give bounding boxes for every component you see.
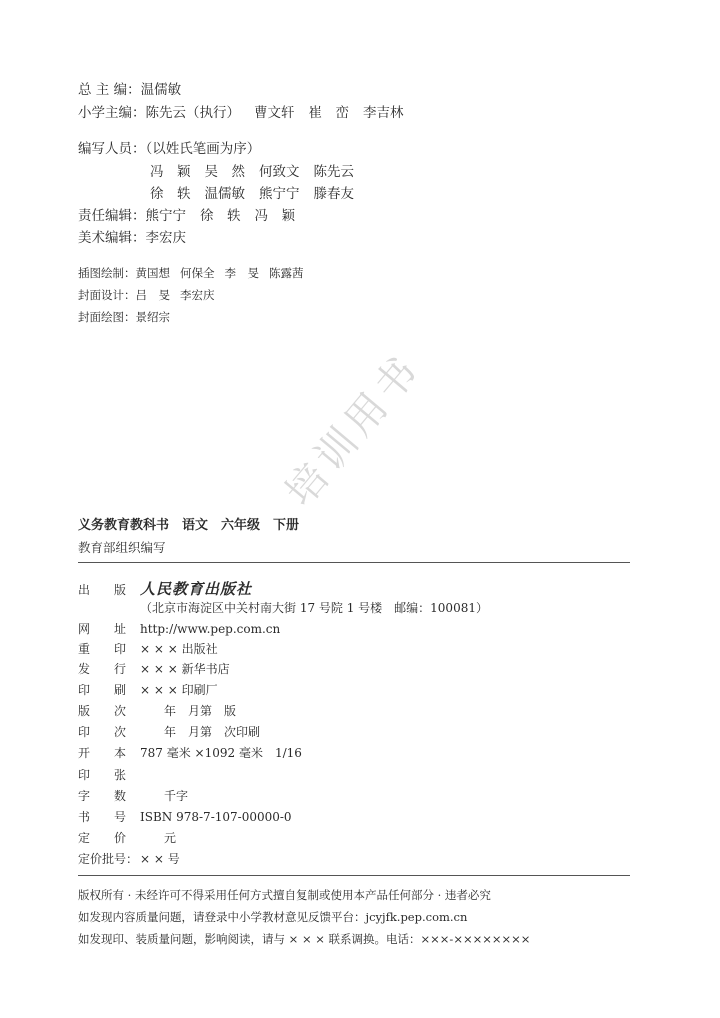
detail-row-publisher [78, 578, 252, 599]
detail-row-word-count [78, 787, 188, 804]
detail-key: 出 版 [78, 583, 127, 597]
detail-row-price [78, 829, 176, 846]
detail-row-sheets [78, 766, 140, 783]
detail-key: 发 行 [78, 662, 127, 676]
detail-value: × × 号 [140, 852, 180, 866]
cover-drawing-line [78, 309, 170, 325]
illustrators-label: 插图绘制： [78, 266, 136, 280]
detail-row-isbn [78, 808, 292, 825]
responsible-editor-name: 徐 轶 [200, 208, 241, 224]
detail-key: 定 价 [78, 831, 127, 845]
cover-design-label: 封面设计： [78, 288, 136, 302]
writers-line-1 [150, 160, 354, 180]
cover-design-line [78, 287, 215, 303]
writers-line-2 [150, 182, 354, 202]
illustrator-name: 黄国想 [135, 266, 170, 280]
detail-value: （北京市海淀区中关村南大街 17 号院 1 号楼 邮编：100081） [140, 601, 488, 615]
writers-label-line [78, 137, 260, 157]
detail-row-address [78, 599, 488, 616]
detail-key: 书 号 [78, 810, 127, 824]
copyright-notice: 版权所有 · 未经许可不得采用任何方式擅自复制或使用本产品任何部分 · 违者必究 [78, 888, 491, 902]
detail-row-format [78, 744, 302, 761]
writer-name: 徐 轶 [150, 186, 191, 202]
print-quality-notice: 如发现印、装质量问题，影响阅读，请与 × × × 联系调换。电话：×××-×××××××× [78, 932, 531, 946]
illustrator-name: 李 旻 [224, 266, 259, 280]
writer-name: 何致文 [259, 164, 300, 180]
detail-value: × × × 出版社 [140, 642, 218, 656]
detail-value: 787 毫米 ×1092 毫米 1/16 [140, 746, 302, 760]
content-feedback-notice: 如发现内容质量问题，请登录中小学教材意见反馈平台：jcyjfk.pep.com.cn [78, 910, 468, 924]
art-editor-label: 美术编辑： [78, 230, 146, 246]
detail-row-impression [78, 723, 260, 740]
primary-chief-editor-label: 小学主编： [78, 105, 146, 121]
detail-row-price-approval [78, 850, 180, 867]
illustrators-line [78, 265, 304, 281]
detail-row-printer [78, 681, 218, 698]
detail-row-website [78, 620, 280, 637]
divider-top [78, 562, 630, 563]
primary-chief-editor-name: 李吉林 [363, 105, 404, 121]
illustrator-name: 陈露茜 [269, 266, 304, 280]
website-link[interactable]: http://www.pep.com.cn [140, 622, 281, 636]
detail-row-distribution [78, 660, 230, 677]
detail-row-edition [78, 702, 236, 719]
training-watermark: 培训用书 [276, 344, 431, 516]
responsible-editors-line [78, 204, 295, 224]
cover-drawing-name: 景绍宗 [135, 310, 170, 324]
detail-value: ISBN 978-7-107-00000-0 [140, 810, 292, 824]
chief-editor-label: 总 主 编： [78, 82, 141, 98]
divider-bottom [78, 875, 630, 876]
art-editor-line [78, 226, 186, 246]
book-compiler: 教育部组织编写 [78, 540, 166, 555]
publisher-logo: 人民教育出版社 [140, 580, 253, 598]
detail-key: 网 址 [78, 622, 127, 636]
illustrator-name: 何保全 [180, 266, 215, 280]
detail-key: 字 数 [78, 789, 127, 803]
detail-value: 年 月第 版 [140, 704, 237, 718]
writer-name: 温儒敏 [204, 186, 245, 202]
detail-value: 千字 [140, 789, 189, 803]
detail-key: 印 张 [78, 768, 127, 782]
primary-chief-editor-name: 曹文轩 [254, 105, 295, 121]
writer-name: 滕春友 [313, 186, 354, 202]
cover-designer-name: 李宏庆 [180, 288, 215, 302]
primary-chief-editor-line [78, 101, 404, 121]
detail-row-reprint [78, 640, 218, 657]
writer-name: 冯 颖 [150, 164, 191, 180]
primary-chief-editor-name: 崔 峦 [308, 105, 349, 121]
book-title: 义务教育教科书 语文 六年级 下册 [78, 518, 300, 533]
detail-value: 元 [140, 831, 177, 845]
detail-value: × × × 新华书店 [140, 662, 230, 676]
detail-key: 定价批号： [78, 852, 139, 866]
detail-key: 版 次 [78, 704, 127, 718]
responsible-editors-label: 责任编辑： [78, 208, 146, 224]
detail-value: 年 月第 次印刷 [140, 725, 261, 739]
responsible-editor-name: 冯 颖 [254, 208, 295, 224]
detail-key: 开 本 [78, 746, 127, 760]
cover-designer-name: 吕 旻 [135, 288, 170, 302]
art-editor-name: 李宏庆 [145, 230, 186, 246]
cover-drawing-label: 封面绘图： [78, 310, 136, 324]
chief-editor-line [78, 78, 181, 98]
detail-key: 印 次 [78, 725, 127, 739]
writers-note: （以姓氏笔画为序） [145, 141, 261, 157]
primary-chief-editor-name: 陈先云（执行） [145, 105, 240, 121]
writer-name: 吴 然 [204, 164, 245, 180]
detail-key: 印 刷 [78, 683, 127, 697]
writer-name: 陈先云 [313, 164, 354, 180]
writer-name: 熊宁宁 [259, 186, 300, 202]
responsible-editor-name: 熊宁宁 [145, 208, 186, 224]
writers-label: 编写人员： [78, 141, 146, 157]
detail-value: × × × 印刷厂 [140, 683, 218, 697]
chief-editor-name: 温儒敏 [140, 82, 182, 98]
detail-key: 重 印 [78, 642, 127, 656]
